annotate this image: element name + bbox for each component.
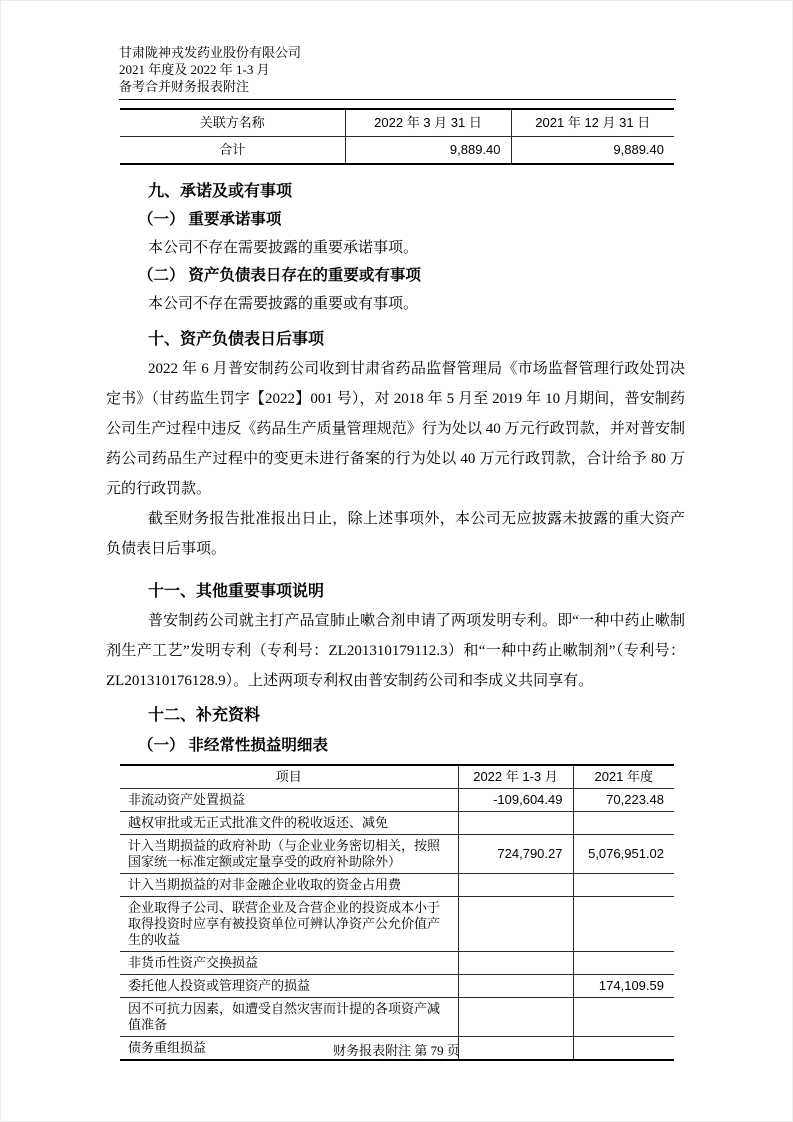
value-cell [458,975,573,998]
document-body [106,178,685,760]
section-9-paragraph-2: 本公司不存在需要披露的重要或有事项。 [148,296,419,312]
section-11-paragraph-1: 普安制药公司就主打产品宣肺止嗽合剂申请了两项发明专利。即“一种中药止嗽制剂生产工艺”发明专利（专利号：ZL201310179112.3）和“一种中药止嗽制剂”（专利号：ZL201310176128.9）。上述两项专利权由普安制药公司和李成义共同享有。 [106,613,685,689]
table-row [120,998,674,1037]
value-cell [573,897,674,952]
value-cell: -109,604.49 [458,789,573,812]
table-row [120,897,674,952]
item-cell: 计入当期损益的对非金融企业收取的资金占用费 [120,874,458,897]
table-row [120,835,674,874]
table-row [120,789,674,812]
column-header-period-2022: 2022 年 1-3 月 [458,765,573,789]
section-10-paragraph-1: 2022 年 6 月普安制药公司收到甘肃省药品监督管理局《市场监督管理行政处罚决定书》（甘药监生罚字【2022】001 号），对 2018 年 5 月至 2019 年 10 月期间，普安制药公司生产过程中违反《药品生产质量管理规范》行为处以 40 万元行政罚款，并对普安制药公司药品生产过程中的变更未进行备案的行为处以 40 万元行政罚款，合计给予 80 万元的行政罚款。 [106,361,685,497]
column-header-item: 项目 [120,765,458,789]
report-title: 备考合并财务报表附注 [119,79,250,94]
section-9-sub-1: （一） 重要承诺事项 [138,211,282,228]
value-cell [573,812,674,835]
value-cell: 9,889.40 [511,137,674,165]
row-label-total: 合计 [219,142,246,157]
page-footer: 财务报表附注 第 79 页 [333,1043,460,1058]
company-name: 甘肃陇神戎发药业股份有限公司 [119,45,302,60]
value-cell: 724,790.27 [458,835,573,874]
value-cell [458,952,573,975]
item-cell: 非流动资产处置损益 [120,789,458,812]
table-row [120,137,674,165]
item-cell: 越权审批或无正式批准文件的税收返还、减免 [120,812,458,835]
value-cell: 70,223.48 [573,789,674,812]
column-header-period-2021: 2021 年度 [573,765,674,789]
item-cell: 因不可抗力因素，如遭受自然灾害而计提的各项资产减值准备 [120,998,458,1037]
table-row [120,812,674,835]
section-11-title: 十一、其他重要事项说明 [148,583,325,600]
value-cell [573,874,674,897]
value-cell [458,897,573,952]
value-cell: 5,076,951.02 [573,835,674,874]
item-cell: 委托他人投资或管理资产的损益 [120,975,458,998]
item-cell: 计入当期损益的政府补助（与企业业务密切相关，按照国家统一标准定额或定量享受的政府补助除外） [120,835,458,874]
item-cell: 非货币性资产交换损益 [120,952,458,975]
section-12-title: 十二、补充资料 [148,707,261,724]
section-9-title: 九、承诺及或有事项 [148,183,293,200]
column-header-date-2022: 2022 年 3 月 31 日 [345,109,511,137]
value-cell [458,812,573,835]
value-cell [573,952,674,975]
section-10-title: 十、资产负债表日后事项 [148,331,325,348]
column-header-name: 关联方名称 [120,109,345,137]
value-cell: 9,889.40 [345,137,511,165]
table-header-row [120,765,674,789]
section-12-sub-1: （一） 非经常性损益明细表 [138,737,328,754]
nonrecurring-items-table [120,764,674,1061]
column-header-date-2021: 2021 年 12 月 31 日 [511,109,674,137]
document-header [119,44,676,100]
value-cell [458,874,573,897]
item-cell: 债务重组损益 [128,1040,207,1055]
report-period: 2021 年度及 2022 年 1-3 月 [119,62,270,77]
item-cell: 企业取得子公司、联营企业及合营企业的投资成本小于取得投资时应享有被投资单位可辨认净资产公允价值产生的收益 [120,897,458,952]
section-9-sub-2: （二） 资产负债表日存在的重要或有事项 [138,267,421,284]
value-cell: 174,109.59 [573,975,674,998]
section-10-paragraph-2: 截至财务报告批准报出日止，除上述事项外，本公司无应披露未披露的重大资产负债表日后事项。 [106,511,685,557]
table-row [120,874,674,897]
table-row [120,975,674,998]
section-9-paragraph-1: 本公司不存在需要披露的重要承诺事项。 [148,240,419,256]
value-cell [458,998,573,1037]
table-header-row [120,109,674,137]
related-party-table [120,108,674,165]
value-cell [573,998,674,1037]
table-row [120,952,674,975]
